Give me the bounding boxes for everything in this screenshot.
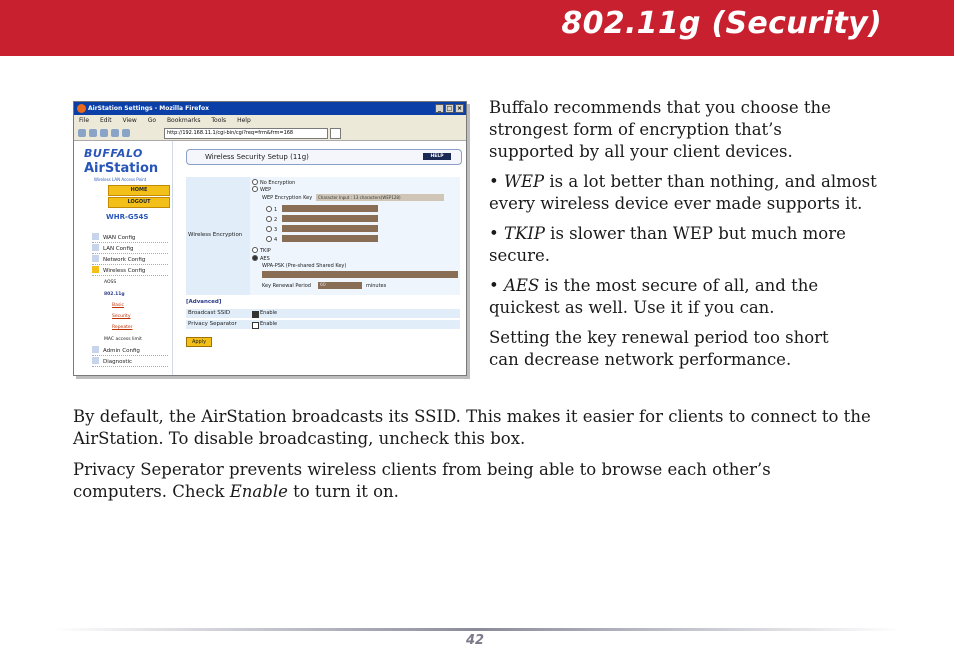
window-titlebar <box>74 102 466 115</box>
privacy-separator-checkbox[interactable] <box>252 322 259 329</box>
page-number: 42 <box>465 633 485 648</box>
wep-key-1-radio[interactable]: 1 <box>266 206 277 213</box>
subnav-aoss[interactable]: AOSS <box>104 280 117 285</box>
arrow-icon <box>92 357 99 364</box>
browser-screenshot <box>73 101 467 376</box>
wep-text: is a lot better than nothing, and almost every wireless device ever made supports it. <box>489 172 877 213</box>
renewal-input[interactable]: 60 <box>318 282 362 289</box>
enable-term: Enable <box>229 482 288 501</box>
wep-key-2-input[interactable] <box>282 215 378 222</box>
encryption-options <box>250 177 460 295</box>
radio-tkip[interactable]: TKIP <box>252 247 271 254</box>
product-logo: AirStation <box>84 161 159 176</box>
menu-tools[interactable]: Tools <box>211 117 227 124</box>
wep-key-1-input[interactable] <box>282 205 378 212</box>
subnav-security[interactable]: Security <box>112 314 131 319</box>
wep-key-2-radio[interactable]: 2 <box>266 216 277 223</box>
advanced-heading: [Advanced] <box>186 299 222 305</box>
menu-bar <box>74 115 466 126</box>
menu-view[interactable]: View <box>122 117 137 124</box>
encryption-explanation <box>489 97 889 371</box>
wep-bullet: • WEP is a lot better than nothing, and almost every wireless device ever made supports it. <box>489 172 877 213</box>
privacy-separator-row <box>186 320 460 329</box>
wep-key-4-radio[interactable]: 4 <box>266 236 277 243</box>
reload-icon[interactable] <box>100 129 108 137</box>
help-button[interactable]: HELP <box>423 153 451 160</box>
minimize-icon[interactable]: _ <box>435 104 444 113</box>
sidebar-item-admin[interactable]: Admin Config <box>92 346 168 356</box>
renewal-paragraph: Setting the key renewal period too short can decrease network performance. <box>489 328 829 369</box>
radio-aes[interactable]: AES <box>252 255 270 262</box>
wep-key-4-input[interactable] <box>282 235 378 242</box>
renewal-label: Key Renewal Period <box>262 283 311 289</box>
toolbar-icons <box>78 129 130 137</box>
sidebar-item-lan[interactable]: LAN Config <box>92 244 168 254</box>
wep-key-3-radio[interactable]: 3 <box>266 226 277 233</box>
go-button[interactable] <box>330 128 341 139</box>
encryption-label: Wireless Encryption <box>188 232 243 238</box>
broadcast-ssid-checkbox[interactable] <box>252 311 259 318</box>
subnav-repeater[interactable]: Repeater <box>112 325 133 330</box>
privacy-text-end: to turn it on. <box>287 482 399 501</box>
privacy-enable-label: Enable <box>260 321 278 327</box>
maximize-icon[interactable]: □ <box>446 105 453 112</box>
arrow-icon <box>92 346 99 353</box>
arrow-icon <box>92 233 99 240</box>
model-name: WHR-G54S <box>106 213 149 221</box>
section-title: Wireless Security Setup (11g) HELP <box>186 149 462 165</box>
menu-edit[interactable]: Edit <box>99 117 112 124</box>
aes-bullet: • AES is the most secure of all, and the quickest as well. Use it if you can. <box>489 276 819 317</box>
arrow-icon <box>92 255 99 262</box>
broadcast-ssid-label: Broadcast SSID <box>188 310 231 316</box>
privacy-separator-label: Privacy Separator <box>188 321 237 327</box>
subnav-mac-limit[interactable]: MAC access limit <box>104 337 142 342</box>
psk-input[interactable] <box>262 271 458 278</box>
wep-term: WEP <box>503 172 545 191</box>
footer-rule <box>52 628 902 631</box>
intro-paragraph: Buffalo recommends that you choose the strongest form of encryption that’s supported by all your client devices. <box>489 98 831 161</box>
arrow-icon <box>92 244 99 251</box>
sidebar-item-diagnostic[interactable]: Diagnostic <box>92 357 168 367</box>
broadcast-ssid-row <box>186 309 460 318</box>
subnav-basic[interactable]: Basic <box>112 303 124 308</box>
stop-icon[interactable] <box>111 129 119 137</box>
window-title: AirStation Settings - Mozilla Firefox <box>88 105 209 112</box>
sidebar-item-wan[interactable]: WAN Config <box>92 233 168 243</box>
encryption-form <box>186 177 460 295</box>
privacy-text: Privacy Seperator prevents wireless clients from being able to browse each other’s computers. Check <box>73 460 771 501</box>
tkip-text: is slower than WEP but much more secure. <box>489 224 846 265</box>
broadcast-enable-label: Enable <box>260 310 278 316</box>
wep-key-label: WEP Encryption Key <box>262 195 313 201</box>
header-banner <box>0 0 954 56</box>
back-icon[interactable] <box>78 129 86 137</box>
ssid-paragraph: By default, the AirStation broadcasts its SSID. This makes it easier for clients to connect to the AirStation. To disable broadcasting, uncheck this box. <box>73 407 871 448</box>
firefox-icon <box>77 104 86 113</box>
sidebar-item-network[interactable]: Network Config <box>92 255 168 265</box>
product-subtitle: Wireless LAN Access Point <box>94 177 147 182</box>
brand-logo: BUFFALO <box>84 147 143 160</box>
window-controls <box>435 104 464 113</box>
aes-text: is the most secure of all, and the quickest as well. Use it if you can. <box>489 276 819 317</box>
nav-toolbar <box>74 126 466 141</box>
radio-wep[interactable]: WEP <box>252 186 271 193</box>
arrow-icon <box>92 266 99 273</box>
close-icon[interactable]: × <box>456 105 463 112</box>
wep-key-3-input[interactable] <box>282 225 378 232</box>
menu-go[interactable]: Go <box>147 117 157 124</box>
page-title: 802.11g (Security) <box>561 6 882 41</box>
menu-file[interactable]: File <box>79 117 90 124</box>
forward-icon[interactable] <box>89 129 97 137</box>
address-bar[interactable]: http://192.168.11.1/cgi-bin/cgi?req=frm&frm=168 <box>164 128 328 139</box>
subnav-80211g[interactable]: 802.11g <box>104 292 125 297</box>
radio-no-encryption[interactable]: No Encryption <box>252 179 295 186</box>
menu-help[interactable]: Help <box>237 117 251 124</box>
apply-button[interactable]: Apply <box>186 337 212 347</box>
renewal-unit: minutes <box>366 283 387 289</box>
home-button[interactable]: HOME <box>108 185 170 196</box>
aes-term: AES <box>503 276 540 295</box>
psk-label: WPA-PSK (Pre-shared Shared Key) <box>262 263 347 269</box>
menu-bookmarks[interactable]: Bookmarks <box>166 117 201 124</box>
router-sidebar <box>74 141 173 375</box>
home-icon[interactable] <box>122 129 130 137</box>
wep-key-select[interactable]: Character Input : 13 characters(WEP128) <box>316 194 444 201</box>
tkip-term: TKIP <box>503 224 545 243</box>
logout-button[interactable]: LOGOUT <box>108 197 170 208</box>
privacy-paragraph <box>73 459 903 503</box>
tkip-bullet: • TKIP is slower than WEP but much more secure. <box>489 224 846 265</box>
sidebar-item-wireless[interactable]: Wireless Config <box>92 266 168 276</box>
